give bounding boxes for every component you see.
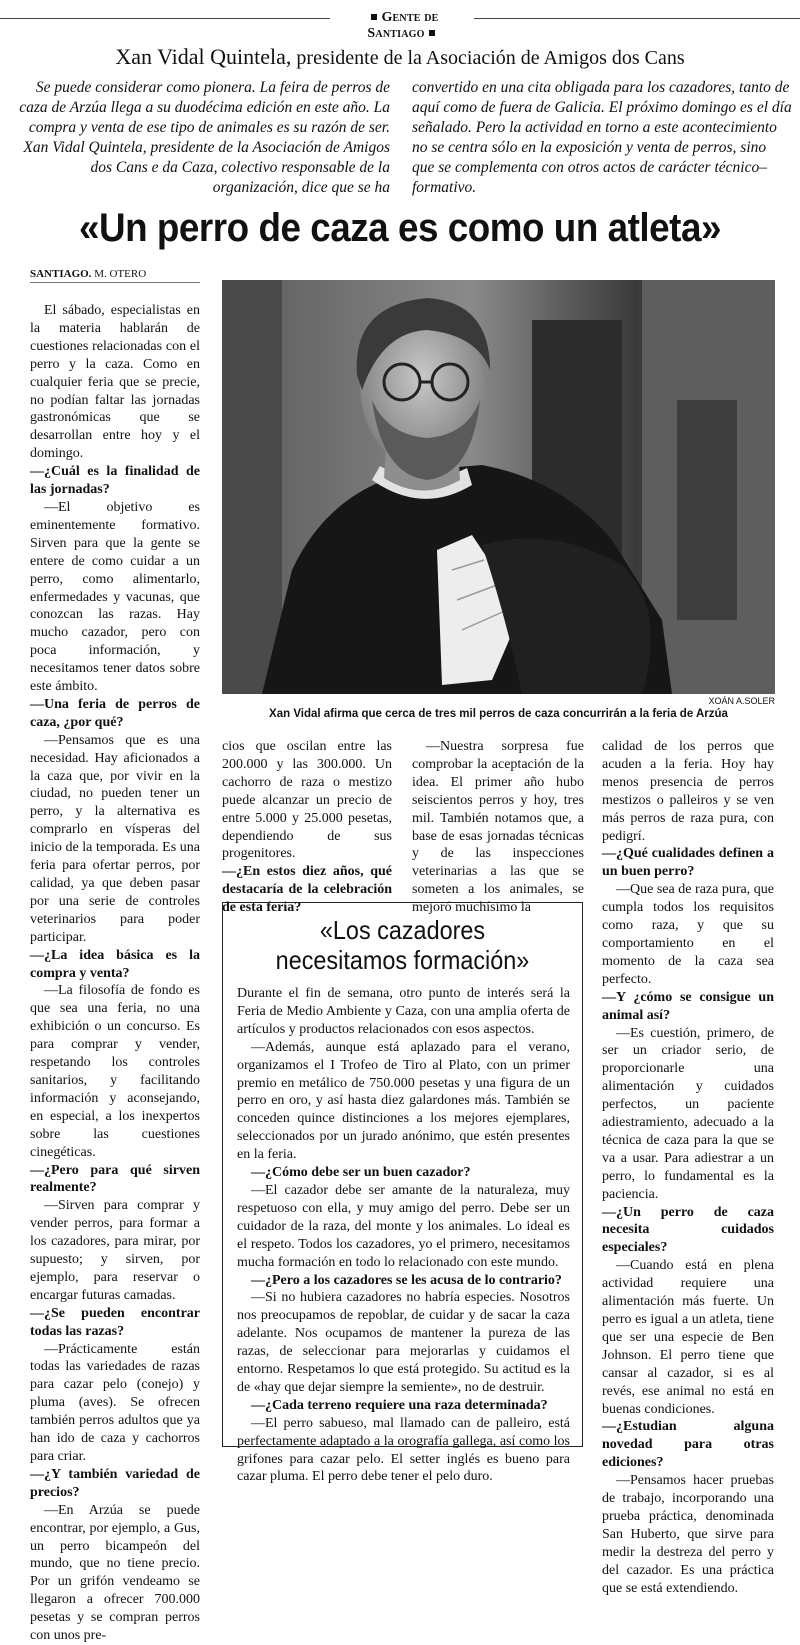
sidebar-title xyxy=(241,915,564,975)
interview-question: —¿Pero para qué sirven realmente? xyxy=(30,1162,200,1196)
article-paragraph: —Si no hubiera cazadores no habría especies. Nosotros nos preocupamos de repoblar, de cuidar y de sacar la caza adelante. Nos ocupamos de mantener la pureza de las razas, de seleccionar para mejorarlas y cuidamos el entorno. Respetamos lo que está protegido. Su actitud es la de «hay que dejar siempre la semiente», no de destruir. xyxy=(237,1290,570,1395)
interview-question: —Y ¿cómo se consigue un animal así? xyxy=(602,989,774,1023)
sidebar-text xyxy=(237,985,570,1486)
article-paragraph: —El perro sabueso, mal llamado can de palleiro, está perfectamente adaptado a la orografía gallega, así como los grifones para cazar pelo. El setter inglés es bueno para cazar pluma. El perro debe tener el pelo duro. xyxy=(237,1415,570,1485)
article-paragraph: Durante el fin de semana, otro punto de interés será la Feria de Medio Ambiente y Caza, con una amplia oferta de artículos y productos relacionados con esos aspectos. xyxy=(237,986,570,1037)
article-paragraph: —Es cuestión, primero, de ser un criador serio, de proporcionarle una alimentación y cuidados perfectos, un paciente adiestramiento, adecuado a la técnica de caza para la que se va a usar. Para adiestrar a un perro, lo fundamental es la paciencia. xyxy=(602,1025,774,1202)
square-bullet-icon xyxy=(429,30,435,36)
article-paragraph: —Pensamos que es una necesidad. Hay aficionados a la caza que, por vivir en la ciudad, no pueden tener un perro, y la alternativa es comprarlo en vísperas del inicio de la temporada. Es una feria para ofertar perros, por calidad, ya que deben pasar por una serie de controles veterinarios para poder participar. xyxy=(30,732,200,945)
square-bullet-icon xyxy=(371,14,377,20)
interview-question: —¿Un perro de caza necesita cuidados especiales? xyxy=(602,1204,774,1256)
portrait-image xyxy=(222,280,775,694)
interview-question: —¿Y también variedad de precios? xyxy=(30,1466,200,1500)
section-rule-left xyxy=(0,18,330,19)
article-paragraph: cios que oscilan entre las 200.000 y las 300.000. Un cachorro de raza o mestizo puede alcanzar un precio de entre 5.000 y 25.000 pesetas, dependiendo de sus progenitores. xyxy=(222,739,392,862)
intro-left: Se puede considerar como pionera. La feira de perros de caza de Arzúa llega a su duodécima edición en este año. La compra y venta de ese tipo de animales es su razón de ser. Xan Vidal Quintela, presidente de la Asociación de Amigos dos Cans e da Caza, colectivo responsable de la organización, dice que se ha xyxy=(19,79,390,196)
article-paragraph: calidad de los perros que acuden a la feria. Hoy hay menos presencia de perros mestizos o palleiros y se ven más perros de raza pura, con pedigrí. xyxy=(602,739,774,844)
interview-question: —¿La idea básica es la compra y venta? xyxy=(30,947,200,981)
article-paragraph: —Además, aunque está aplazado para el verano, organizamos el I Trofeo de Tiro al Plato, con un primer premio en metálico de 750.000 pesetas y una figura de un perro en oro, y así hasta diez galardones más. También se conceden quince distinciones a los mejores ejemplares, seleccionados por un jurado anónimo, que estén presentes en la feria. xyxy=(237,1039,570,1163)
interview-question: —¿Pero a los cazadores se les acusa de lo contrario? xyxy=(251,1272,562,1288)
section-label-text: Gente de Santiago xyxy=(367,10,439,41)
article-column-1 xyxy=(30,302,200,1645)
article-paragraph: El sábado, especialistas en la materia hablarán de cuestiones relacionadas con el perro y la caza. Como en cualquier feria que se precie, no podían faltar las jornadas gastronómicas que se desarrollan entre hoy y el domingo. xyxy=(30,303,200,462)
section-header xyxy=(0,10,800,41)
article-paragraph: —Sirven para comprar y vender perros, para formar a los cazadores, para mirar, por supuesto; y sirven, por ejemplo, para reservar o encargar futuras camadas. xyxy=(30,1198,200,1303)
byline-author: M. OTERO xyxy=(91,268,147,280)
interview-question: —¿Cuál es la finalidad de las jornadas? xyxy=(30,464,200,498)
article-paragraph: —Cuando está en plena actividad requiere una alimentación más fuerte. Un perro es igual a un atleta, tiene que ser una especie de Ben Johnson. El perro tiene que cansar al cazador, si es al revés, ese animal no está en buenas condiciones. xyxy=(602,1258,774,1417)
headline: «Un perro de caza es como un atleta» xyxy=(79,206,721,250)
photo-caption: Xan Vidal afirma que cerca de tres mil perros de caza concurrirán a la feria de Arzúa xyxy=(269,708,728,720)
byline-place: SANTIAGO. xyxy=(30,268,92,280)
article-paragraph: —En Arzúa se puede encontrar, por ejemplo, a Gus, un perro bicampeón del mundo, que no tiene precio. Por un grifón vendeamo se llegaron a ofrecer 700.000 pesetas y se compran perros con unos pre- xyxy=(30,1502,200,1644)
byline xyxy=(30,268,200,283)
interview-question: —¿Qué cualidades definen a un buen perro? xyxy=(602,846,774,880)
interviewee-photo xyxy=(222,280,775,694)
sidebar-box xyxy=(222,902,583,1485)
section-label xyxy=(338,10,468,42)
interviewee-name: Xan Vidal Quintela, xyxy=(115,44,292,69)
interview-question: —Una feria de perros de caza, ¿por qué? xyxy=(30,696,200,730)
article-column-4 xyxy=(602,738,774,1598)
photo-credit: XOÁN A.SOLER xyxy=(708,696,775,706)
article-paragraph: —Pensamos hacer pruebas de trabajo, incorporando una prueba práctica, denominada San Huberto, que sirve para medir la destreza del perro y del cazador. Es una práctica que se está extendiendo. xyxy=(602,1473,774,1596)
article-column-2 xyxy=(222,738,392,917)
article-paragraph: —El cazador debe ser amante de la naturaleza, muy respetuoso con ella, y muy amigo del perro. Debe ser un cuidador de la raza, del monte y los animales. Lo ideal es el respeto. Todos los cazadores, yo el primero, necesitamos mucha formación en todo lo relacionado con este mundo. xyxy=(237,1182,570,1270)
section-rule-right xyxy=(474,18,800,19)
article-paragraph: —Nuestra sorpresa fue comprobar la aceptación de la idea. El primer año hubo seiscientos perros y hoy, tres mil. También notamos que, a base de esas jornadas técnicas y de las inspecciones veterinarias a las que se someten a los animales, se mejoró muchísimo la xyxy=(412,739,584,916)
sidebar-title-line-2: necesitamos formación» xyxy=(275,945,530,975)
interview-question: —¿Cómo debe ser un buen cazador? xyxy=(251,1165,471,1181)
interview-question: —¿Se pueden encontrar todas las razas? xyxy=(30,1305,200,1339)
interviewee-subhead xyxy=(0,44,800,70)
sidebar-title-line-1: «Los cazadores xyxy=(319,915,486,945)
intro-right: convertido en una cita obligada para los cazadores, tanto de aquí como de fuera de Galicia. El próximo domingo es el día señalado. Pero la actividad en torno a este acontecimiento no se centra sólo en la exposición y venta de perros, sino que se complementa con otros actos de carácter técnico–formativo. xyxy=(412,79,792,196)
article-paragraph: —La filosofía de fondo es que sea una feria, no una exhibición o un concurso. Es para comprar y vender, respetando los controles sanitarios, y facilitando información y aconsejando, en especial, a los inexpertos sobre las cuestiones cinegéticas. xyxy=(30,983,200,1160)
interview-question: —¿En estos diez años, qué destacaría de la celebración de esta feria? xyxy=(222,864,392,916)
interview-question: —¿Cada terreno requiere una raza determinada? xyxy=(251,1397,548,1413)
interviewee-role: presidente de la Asociación de Amigos dos Cans xyxy=(291,47,685,69)
article-column-3 xyxy=(412,738,584,917)
article-paragraph: —El objetivo es eminentemente formativo. Sirven para que la gente se entere de como cuidar a un perro, como alimentarlo, enfermedades y vacunas, que conozcan las razas. Hay mucho cazador, pero con poca información, y necesitamos tener datos sobre este ámbito. xyxy=(30,499,200,695)
article-paragraph: —Prácticamente están todas las variedades de razas para cazar pelo (conejo) y pluma (aves). Se ofrecen también perros adultos que ya han ido de caza y cachorros para criar. xyxy=(30,1341,200,1464)
interview-question: —¿Estudian alguna novedad para otras ediciones? xyxy=(602,1419,774,1471)
article-paragraph: —Que sea de raza pura, que cumpla todos los requisitos como raza, y que su comportamiento en el momento de la caza sea perfecto. xyxy=(602,882,774,987)
